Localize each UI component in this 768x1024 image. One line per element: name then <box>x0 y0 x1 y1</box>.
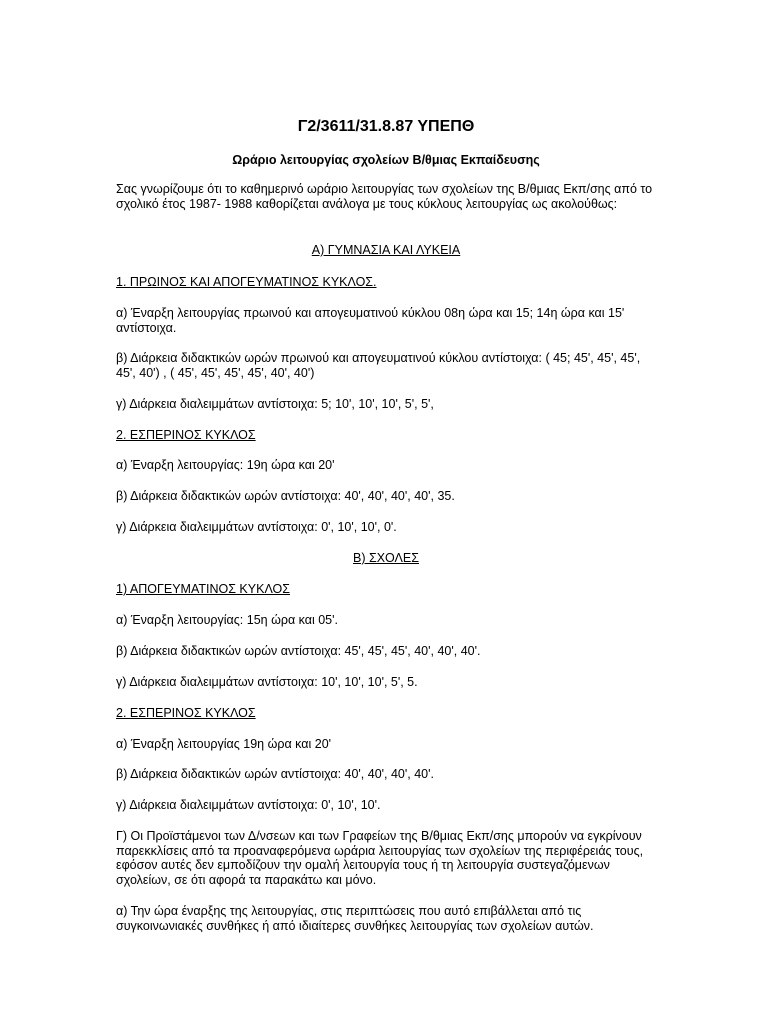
section-b-sub2-item-b: β) Διάρκεια διδακτικών ωρών αντίστοιχα: 40', 40', 40', 40'. <box>116 767 434 781</box>
document-page <box>116 0 656 1024</box>
section-a-sub1-heading-text: 1. ΠΡΩΙΝΟΣ ΚΑΙ ΑΠΟΓΕΥΜΑΤΙΝΟΣ ΚΥΚΛΟΣ. <box>116 275 377 289</box>
section-a-sub2-item-c: γ) Διάρκεια διαλειμμάτων αντίστοιχα: 0', 10', 10', 0'. <box>116 520 397 534</box>
section-b-sub1-item-b: β) Διάρκεια διδακτικών ωρών αντίστοιχα: 45', 45', 45', 40', 40', 40'. <box>116 644 481 658</box>
section-b-sub2-heading <box>116 706 656 721</box>
section-a-sub1-item-c: γ) Διάρκεια διαλειμμάτων αντίστοιχα: 5; 10', 10', 10', 5', 5', <box>116 397 434 411</box>
section-a-sub2-heading-text: 2. ΕΣΠΕΡΙΝΟΣ ΚΥΚΛΟΣ <box>116 428 256 442</box>
section-b-sub2-item-c: γ) Διάρκεια διαλειμμάτων αντίστοιχα: 0', 10', 10'. <box>116 798 381 812</box>
section-c-paragraph: Γ) Οι Προϊστάμενοι των Δ/νσεων και των Γραφείων της Β/θμιας Εκπ/σης μπορούν να εγκρίνουν παρεκκλίσεις από τα προαναφερόμενα ωράρια λειτουργίας των σχολείων της περιφέρειάς τους, εφόσον αυτές δεν εμποδίζουν την ομαλή λειτουργία τους ή τη λειτουργία συστεγαζόμενων σχολείων, σε ότι αφορά τα παρακάτω και μόνο. <box>116 829 644 887</box>
document-subtitle: Ωράριο λειτουργίας σχολείων Β/θμιας Εκπαίδευσης <box>232 153 540 167</box>
document-title: Γ2/3611/31.8.87 ΥΠΕΠΘ <box>297 118 475 135</box>
section-c-item-a: α) Την ώρα έναρξης της λειτουργίας, στις περιπτώσεις που αυτό επιβάλλεται από τις συγκοινωνιακές συνθήκες ή από ιδιαίτερες συνθήκες λειτουργίας των σχολείων αυτών. <box>116 904 594 933</box>
section-a-sub1-item-a: α) Έναρξη λειτουργίας πρωινού και απογευματινού κύκλου 08η ώρα και 15; 14η ώρα και 15' αντίστοιχα. <box>116 306 625 335</box>
section-a-sub2-item-b: β) Διάρκεια διδακτικών ωρών αντίστοιχα: 40', 40', 40', 40', 35. <box>116 489 455 503</box>
section-b-sub2-heading-text: 2. ΕΣΠΕΡΙΝΟΣ ΚΥΚΛΟΣ <box>116 706 256 720</box>
section-a-sub2-item-a: α) Έναρξη λειτουργίας: 19η ώρα και 20' <box>116 458 335 472</box>
section-b-sub1-item-a: α) Έναρξη λειτουργίας: 15η ώρα και 05'. <box>116 613 338 627</box>
section-b-sub1-heading-text: 1) ΑΠΟΓΕΥΜΑΤΙΝΟΣ ΚΥΚΛΟΣ <box>116 582 290 596</box>
section-a-sub1-item-b: β) Διάρκεια διδακτικών ωρών πρωινού και απογευματινού κύκλου αντίστοιχα: ( 45; 45', 45', 45', 45', 40') , ( 45', 45', 45', 45', 40', 40') <box>116 351 641 380</box>
section-b-sub2-item-a: α) Έναρξη λειτουργίας 19η ώρα και 20' <box>116 737 332 751</box>
section-a-heading <box>116 243 656 258</box>
section-b-heading <box>116 551 656 566</box>
section-b-sub1-item-c: γ) Διάρκεια διαλειμμάτων αντίστοιχα: 10', 10', 10', 5', 5. <box>116 675 418 689</box>
section-b-heading-text: Β) ΣΧΟΛΕΣ <box>353 551 419 565</box>
intro-paragraph: Σας γνωρίζουμε ότι το καθημερινό ωράριο λειτουργίας των σχολείων της Β/θμιας Εκπ/σης από το σχολικό έτος 1987- 1988 καθορίζεται ανάλογα με τους κύκλους λειτουργίας ως ακολούθως: <box>116 182 653 211</box>
section-a-sub2-heading <box>116 428 656 443</box>
section-a-heading-text: Α) ΓΥΜΝΑΣΙΑ ΚΑΙ ΛΥΚΕΙΑ <box>311 243 461 257</box>
section-a-sub1-heading <box>116 275 656 290</box>
section-b-sub1-heading <box>116 582 656 597</box>
